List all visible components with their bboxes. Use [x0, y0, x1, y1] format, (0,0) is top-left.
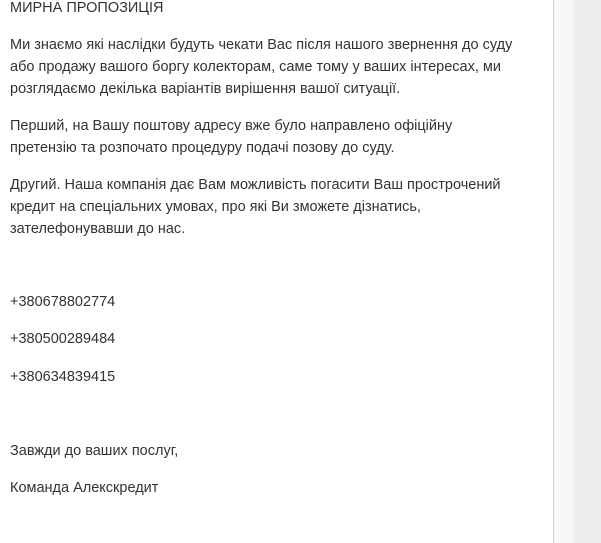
- paragraph-3-line-1: Другий. Наша компанія дає Вам можливість погасити Ваш прострочений: [10, 177, 501, 193]
- paragraph-2-line-1: Перший, на Вашу поштову адресу вже було направлено офіційну: [10, 118, 453, 134]
- phone-number-3: +380634839415: [10, 369, 116, 385]
- paragraph-1-line-1: Ми знаємо які наслідки будуть чекати Вас після нашого звернення до суду: [10, 37, 513, 53]
- vertical-scrollbar-track[interactable]: [573, 0, 601, 543]
- message-heading: МИРНА ПРОПОЗИЦІЯ: [10, 0, 164, 16]
- closing-line: Завжди до ваших послуг,: [10, 443, 179, 459]
- signature-line: Команда Алекскредит: [10, 480, 159, 496]
- paragraph-3-line-3: зателефонувавши до нас.: [10, 221, 186, 237]
- paragraph-3-line-2: кредит на спеціальних умовах, про які Ви зможете дізнатись,: [10, 199, 421, 215]
- paragraph-2-line-2: претензію та розпочато процедуру подачі позову до суду.: [10, 140, 395, 156]
- paragraph-1-line-2: або продажу вашого боргу колекторам, саме тому у ваших інтересах, ми: [10, 59, 501, 75]
- phone-number-2: +380500289484: [10, 331, 116, 347]
- paragraph-1-line-3: розглядаємо декілька варіантів вирішення вашої ситуації.: [10, 81, 401, 97]
- phone-number-1: +380678802774: [10, 294, 116, 310]
